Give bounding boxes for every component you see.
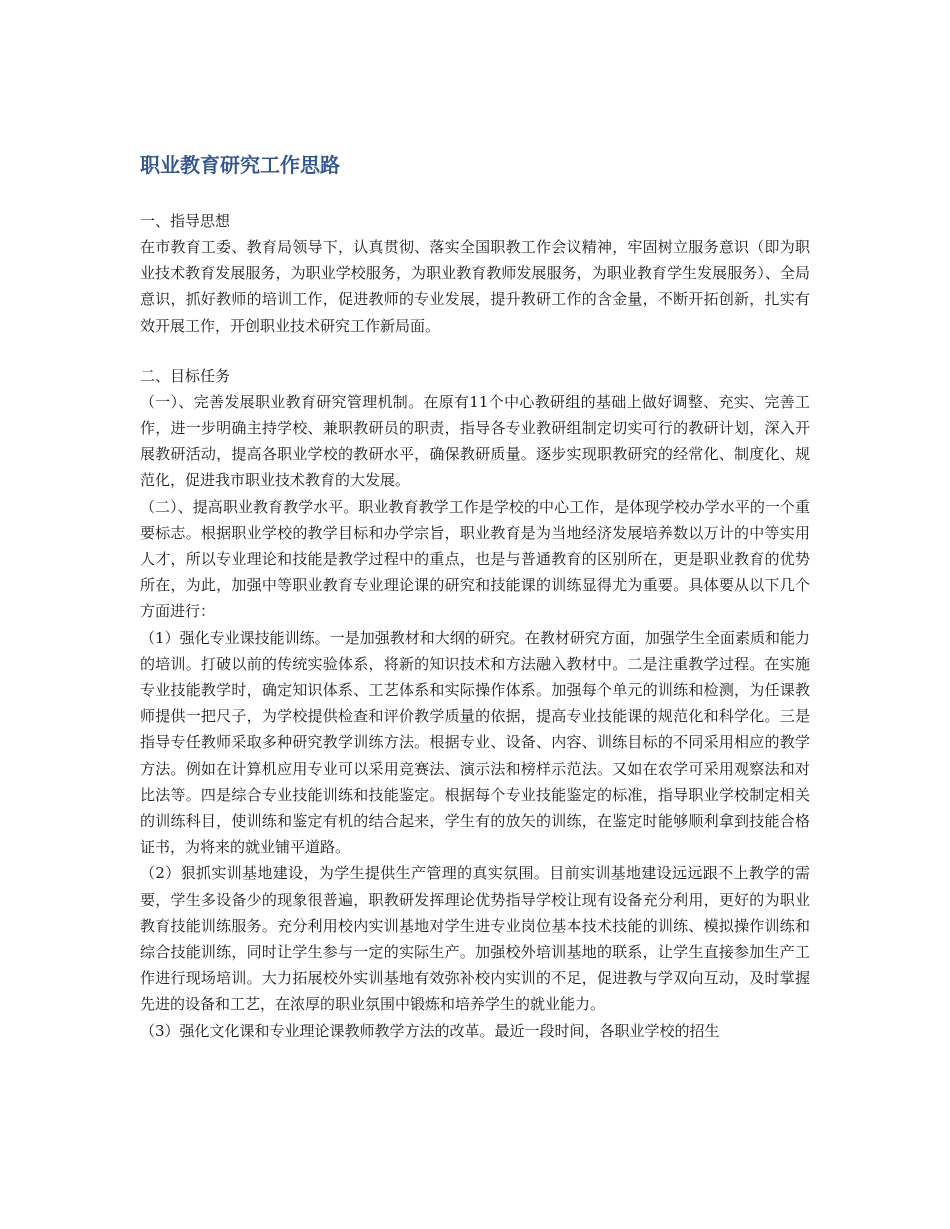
document-title: 职业教育研究工作思路: [140, 153, 340, 177]
paragraph: （3）强化文化课和专业理论课教师教学方法的改革。最近一段时间，各职业学校的招生: [140, 1021, 720, 1040]
document-page: [140, 150, 810, 1044]
paragraph: （一）、完善发展职业教育研究管理机制。在原有11个中心教研组的基础上做好调整、充实、完善工作，进一步明确主持学校、兼职教研员的职责，指导各专业教研组制定切实可行的教研计划，深入开展教研活动，提高各职业学校的教研水平，确保教研质量。逐步实现职教研究的经常化、制度化、规范化，促进我市职业技术教育的大发展。: [140, 392, 810, 490]
section-heading: 二、目标任务: [140, 366, 231, 385]
paragraph: （1）强化专业课技能训练。一是加强教材和大纲的研究。在教材研究方面，加强学生全面素质和能力的培训。打破以前的传统实验体系，将新的知识技术和方法融入教材中。二是注重教学过程。在实施专业技能教学时，确定知识体系、工艺体系和实际操作体系。加强每个单元的训练和检测，为任课教师提供一把尺子，为学校提供检查和评价教学质量的依据，提高专业技能课的规范化和科学化。三是指导专任教师采取多种研究教学训练方法。根据专业、设备、内容、训练目标的不同采用相应的教学方法。例如在计算机应用专业可以采用竞赛法、演示法和榜样示范法。又如在农学可采用观察法和对比法等。四是综合专业技能训练和技能鉴定。根据每个专业技能鉴定的标准，指导职业学校制定相关的训练科目，使训练和鉴定有机的结合起来，学生有的放矢的训练，在鉴定时能够顺利拿到技能合格证书，为将来的就业铺平道路。: [140, 628, 810, 857]
section-spacer: [140, 339, 810, 363]
paragraph: （2）狠抓实训基地建设，为学生提供生产管理的真实氛围。目前实训基地建设远远跟不上教学的需要，学生多设备少的现象很普遍，职教研发挥理论优势指导学校让现有设备充分利用，更好的为职业教育技能训练服务。充分利用校内实训基地对学生进专业岗位基本技术技能的训练、模拟操作训练和综合技能训练，同时让学生参与一定的实际生产。加强校外培训基地的联系，让学生直接参加生产工作进行现场培训。大力拓展校外实训基地有效弥补校内实训的不足，促进教与学双向互动，及时掌握先进的设备和工艺，在浓厚的职业氛围中锻炼和培养学生的就业能力。: [140, 864, 810, 1014]
section-guiding-ideology: [140, 208, 810, 339]
paragraph: 在市教育工委、教育局领导下，认真贯彻、落实全国职教工作会议精神，牢固树立服务意识（即为职业技术教育发展服务，为职业学校服务，为职业教育教师发展服务，为职业教育学生发展服务）、全局意识，抓好教师的培训工作，促进教师的专业发展，提升教研工作的含金量，不断开拓创新，扎实有效开展工作，开创职业技术研究工作新局面。: [140, 238, 810, 335]
section-heading: 一、指导思想: [140, 212, 231, 230]
section-goals-tasks: [140, 363, 810, 1044]
paragraph: （二）、提高职业教育教学水平。职业教育教学工作是学校的中心工作，是体现学校办学水平的一个重要标志。根据职业学校的教学目标和办学宗旨，职业教育是为当地经济发展培养数以万计的中等实用人才，所以专业理论和技能是教学过程中的重点，也是与普通教育的区别所在，更是职业教育的优势所在，为此，加强中等职业教育专业理论课的研究和技能课的训练显得尤为重要。具体要从以下几个方面进行：: [140, 497, 810, 621]
